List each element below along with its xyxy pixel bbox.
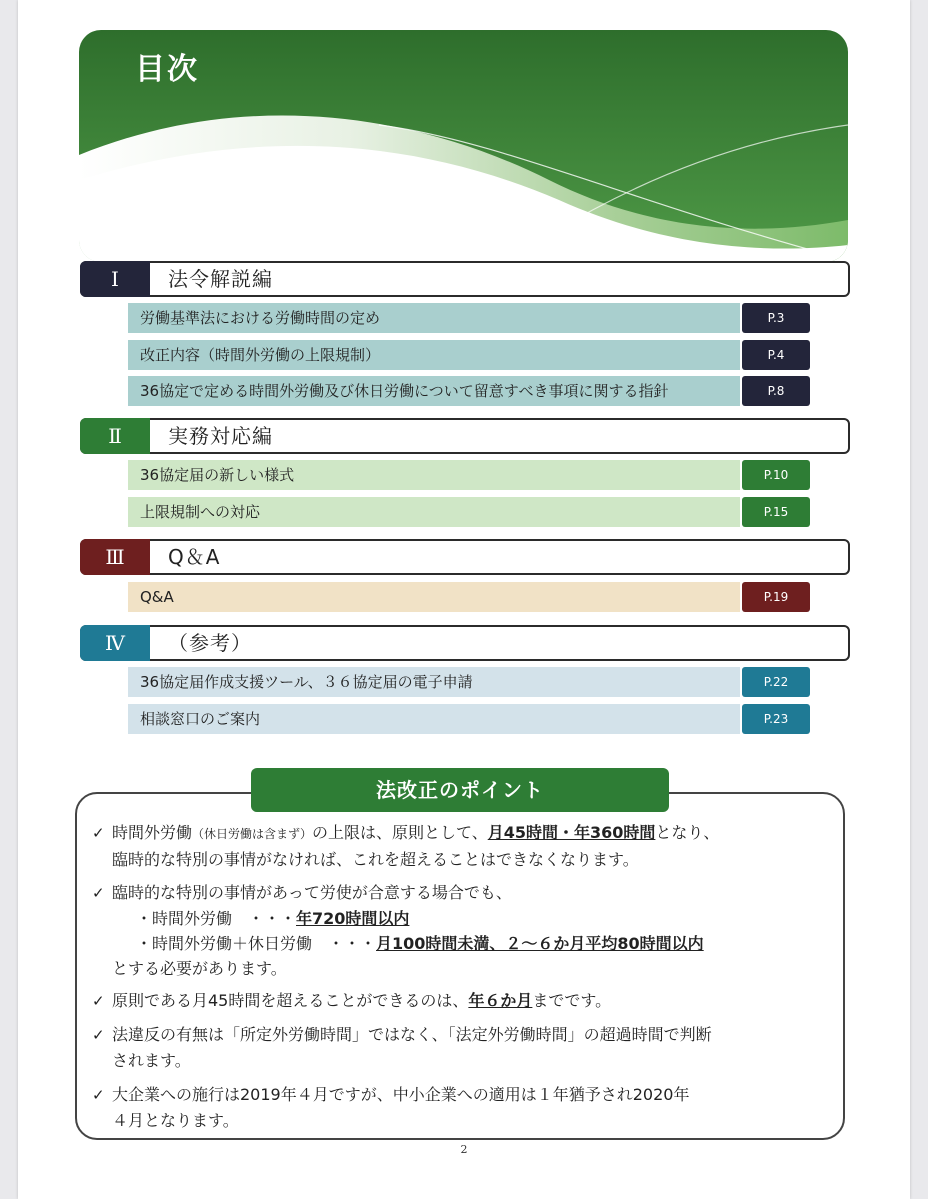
section-4-title: （参考）	[168, 631, 252, 655]
section-3-header	[80, 539, 850, 575]
toc-item[interactable]	[128, 582, 810, 612]
toc-item-page: P.15	[742, 497, 810, 527]
toc-item-page: P.4	[742, 340, 810, 370]
toc-title: 目次	[135, 52, 199, 87]
document-page	[18, 0, 910, 1199]
toc-item-page: P.23	[742, 704, 810, 734]
toc-item-label: 上限規制への対応	[128, 497, 740, 527]
section-1-number: Ⅰ	[80, 261, 150, 297]
check-icon: ✓	[92, 992, 105, 1010]
toc-item-label: 労働基準法における労働時間の定め	[128, 303, 740, 333]
toc-item-label: 改正内容（時間外労働の上限規制）	[128, 340, 740, 370]
toc-item[interactable]	[128, 376, 810, 406]
toc-item-label: 36協定で定める時間外労働及び休日労働について留意すべき事項に関する指針	[128, 376, 740, 406]
toc-item-label: 36協定届の新しい様式	[128, 460, 740, 490]
check-icon: ✓	[92, 884, 105, 902]
point-2: ✓ 臨時的な特別の事情があって労使が合意する場合でも、 ・時間外労働 ・・・年720時間以内 ・時間外労働＋休日労働 ・・・月100時間未満、２～６か月平均80時間以内 とする必要があります。	[92, 883, 704, 978]
toc-item-page: P.3	[742, 303, 810, 333]
check-icon: ✓	[92, 1026, 105, 1044]
section-2-header	[80, 418, 850, 454]
toc-item-page: P.10	[742, 460, 810, 490]
section-4-header	[80, 625, 850, 661]
toc-item-page: P.22	[742, 667, 810, 697]
toc-item-label: Q&A	[128, 582, 740, 612]
toc-item-label: 36協定届作成支援ツール、３６協定届の電子申請	[128, 667, 740, 697]
toc-item-page: P.8	[742, 376, 810, 406]
point-1: ✓ 時間外労働（休日労働は含まず）の上限は、原則として、月45時間・年360時間となり、 臨時的な特別の事情がなければ、これを超えることはできなくなります。	[92, 823, 720, 869]
toc-item[interactable]	[128, 340, 810, 370]
point-3: ✓ 原則である月45時間を超えることができるのは、年６か月までです。	[92, 988, 611, 1014]
page-number: 2	[460, 1143, 468, 1156]
check-icon: ✓	[92, 824, 105, 842]
toc-item[interactable]	[128, 303, 810, 333]
toc-item-page: P.19	[742, 582, 810, 612]
toc-item-label: 相談窓口のご案内	[128, 704, 740, 734]
toc-item[interactable]	[128, 667, 810, 697]
toc-item[interactable]	[128, 497, 810, 527]
section-4-number: Ⅳ	[80, 625, 150, 661]
section-3-number: Ⅲ	[80, 539, 150, 575]
toc-banner	[79, 30, 848, 262]
section-3-title: Q＆A	[168, 545, 221, 569]
section-1-title: 法令解説編	[168, 267, 273, 291]
section-1-header	[80, 261, 850, 297]
point-5: ✓ 大企業への施行は2019年４月ですが、中小企業への適用は１年猶予され2020年 ４月となります。	[92, 1085, 690, 1130]
toc-item[interactable]	[128, 704, 810, 734]
toc-item[interactable]	[128, 460, 810, 490]
section-2-number: Ⅱ	[80, 418, 150, 454]
points-heading: 法改正のポイント	[251, 768, 669, 812]
check-icon: ✓	[92, 1086, 105, 1104]
section-2-title: 実務対応編	[168, 424, 273, 448]
point-4: ✓ 法違反の有無は「所定外労働時間」ではなく、「法定外労働時間」の超過時間で判断 されます。	[92, 1025, 712, 1070]
